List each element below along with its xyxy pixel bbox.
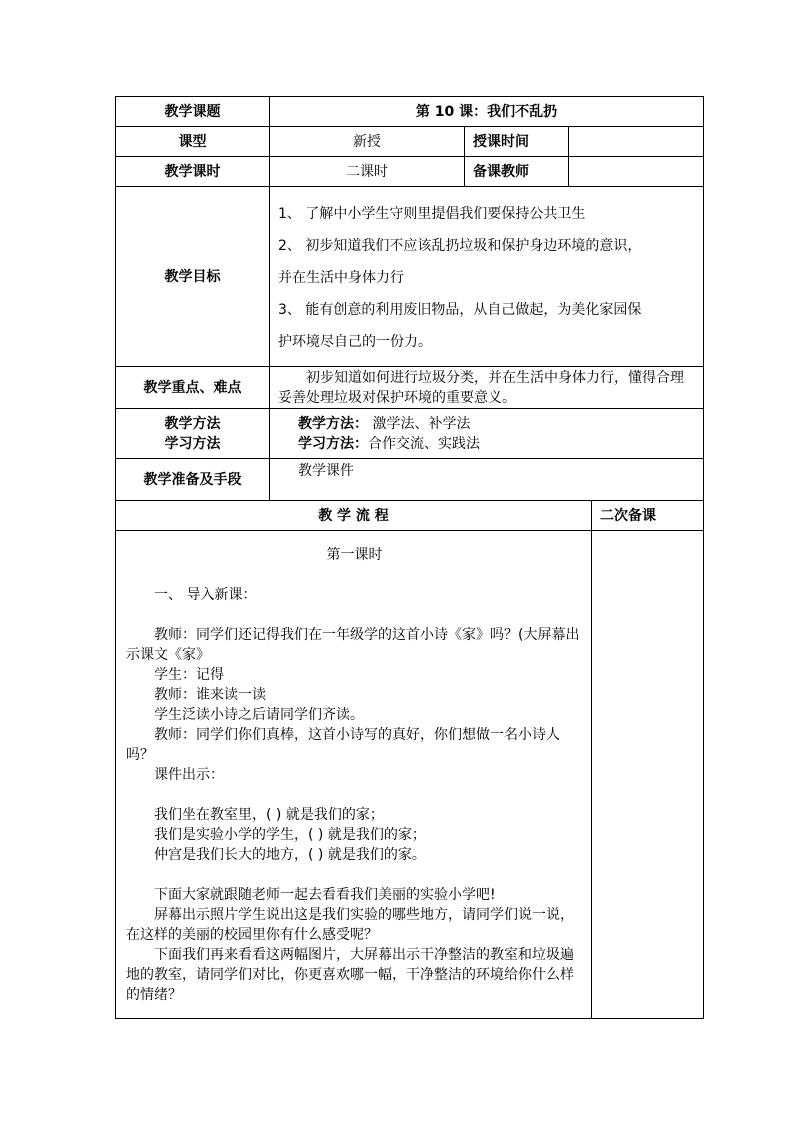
poem-line: 我们坐在教室里，( ) 就是我们的家；	[154, 807, 384, 823]
flow-line: 下面大家就跟随老师一起去看看我们美丽的实验小学吧!	[154, 887, 496, 903]
flow-line: 教师：同学们你们真棒，这首小诗写的真好，你们想做一名小诗人吗？	[126, 727, 560, 763]
second-prep-header: 二次备课	[592, 501, 704, 531]
flow-line: 学生：记得	[154, 667, 224, 683]
methods-label-line2: 学习方法	[164, 435, 221, 452]
poem-line: 仲宫是我们长大的地方，( ) 就是我们的家。	[154, 847, 426, 863]
flow-line: 教师：谁来读一读	[154, 687, 266, 703]
goal-line: 2、 初步知道我们不应该乱扔垃圾和保护身边环境的意识，	[278, 237, 642, 254]
learn-method-label: 学习方法：	[298, 435, 368, 452]
methods-label-line1: 教学方法	[164, 415, 221, 432]
row-methods	[116, 409, 704, 459]
flow-line: 屏幕出示照片学生说出这是我们实验的哪些地方，请同学们说一说，在这样的美丽的校园里你有什么感受呢？	[126, 907, 574, 943]
time-value	[569, 127, 704, 157]
topic-value: 第 10 课：我们不乱扔	[270, 97, 704, 127]
goal-line: 护环境尽自己的一份力。	[278, 333, 432, 350]
row-flow-header	[116, 501, 704, 531]
learn-method-line	[298, 434, 703, 454]
row-topic	[116, 97, 704, 127]
row-type	[116, 127, 704, 157]
goal-line: 并在生活中身体力行	[278, 269, 404, 286]
row-key-points	[116, 367, 704, 409]
row-hours	[116, 157, 704, 187]
flow-line: 课件出示：	[154, 767, 224, 783]
methods-content	[270, 409, 704, 459]
methods-label	[116, 409, 270, 459]
type-value: 新授	[270, 127, 465, 157]
teach-method-value: 激学法、补学法	[368, 415, 471, 432]
goal-line: 1、 了解中小学生守则里提倡我们要保持公共卫生	[278, 205, 586, 222]
row-prep	[116, 459, 704, 501]
teacher-label: 备课教师	[465, 157, 569, 187]
flow-header: 教 学 流 程	[116, 501, 592, 531]
goals-content	[270, 187, 704, 367]
flow-line: 学生泛读小诗之后请同学们齐读。	[154, 707, 364, 723]
lesson-plan-table	[115, 96, 704, 1019]
prep-value: 教学课件	[270, 459, 704, 501]
prep-label: 教学准备及手段	[116, 459, 270, 501]
type-label: 课型	[116, 127, 270, 157]
lesson-title: 第一课时	[326, 547, 383, 563]
poem-line: 我们是实验小学的学生，( ) 就是我们的家；	[154, 827, 426, 843]
learn-method-value: 合作交流、实践法	[368, 435, 480, 452]
hours-value: 二课时	[270, 157, 465, 187]
goal-line: 3、 能有创意的利用废旧物品，从自己做起，为美化家园保	[278, 301, 642, 318]
flow-content	[116, 531, 592, 1019]
row-goals	[116, 187, 704, 367]
row-flow-content	[116, 531, 704, 1019]
second-prep-content	[592, 531, 704, 1019]
teach-method-line	[298, 414, 703, 434]
flow-line: 下面我们再来看看这两幅图片，大屏幕出示干净整洁的教室和垃圾遍地的教室，请同学们对比，你更喜欢哪一幅，干净整洁的环境给你什么样的情绪？	[126, 947, 574, 1003]
goals-label: 教学目标	[116, 187, 270, 367]
flow-line: 教师：同学们还记得我们在一年级学的这首小诗《家》吗？(大屏幕出示课文《家》	[126, 627, 580, 663]
section-heading: 一、 导入新课：	[154, 587, 257, 603]
teacher-value	[569, 157, 704, 187]
topic-label: 教学课题	[116, 97, 270, 127]
hours-label: 教学课时	[116, 157, 270, 187]
key-points-text: 初步知道如何进行垃圾分类，并在生活中身体力行，懂得合理妥善处理垃圾对保护环境的重要意义。	[270, 367, 704, 409]
time-label: 授课时间	[465, 127, 569, 157]
key-points-label: 教学重点、难点	[116, 367, 270, 409]
teach-method-label: 教学方法：	[298, 415, 368, 432]
